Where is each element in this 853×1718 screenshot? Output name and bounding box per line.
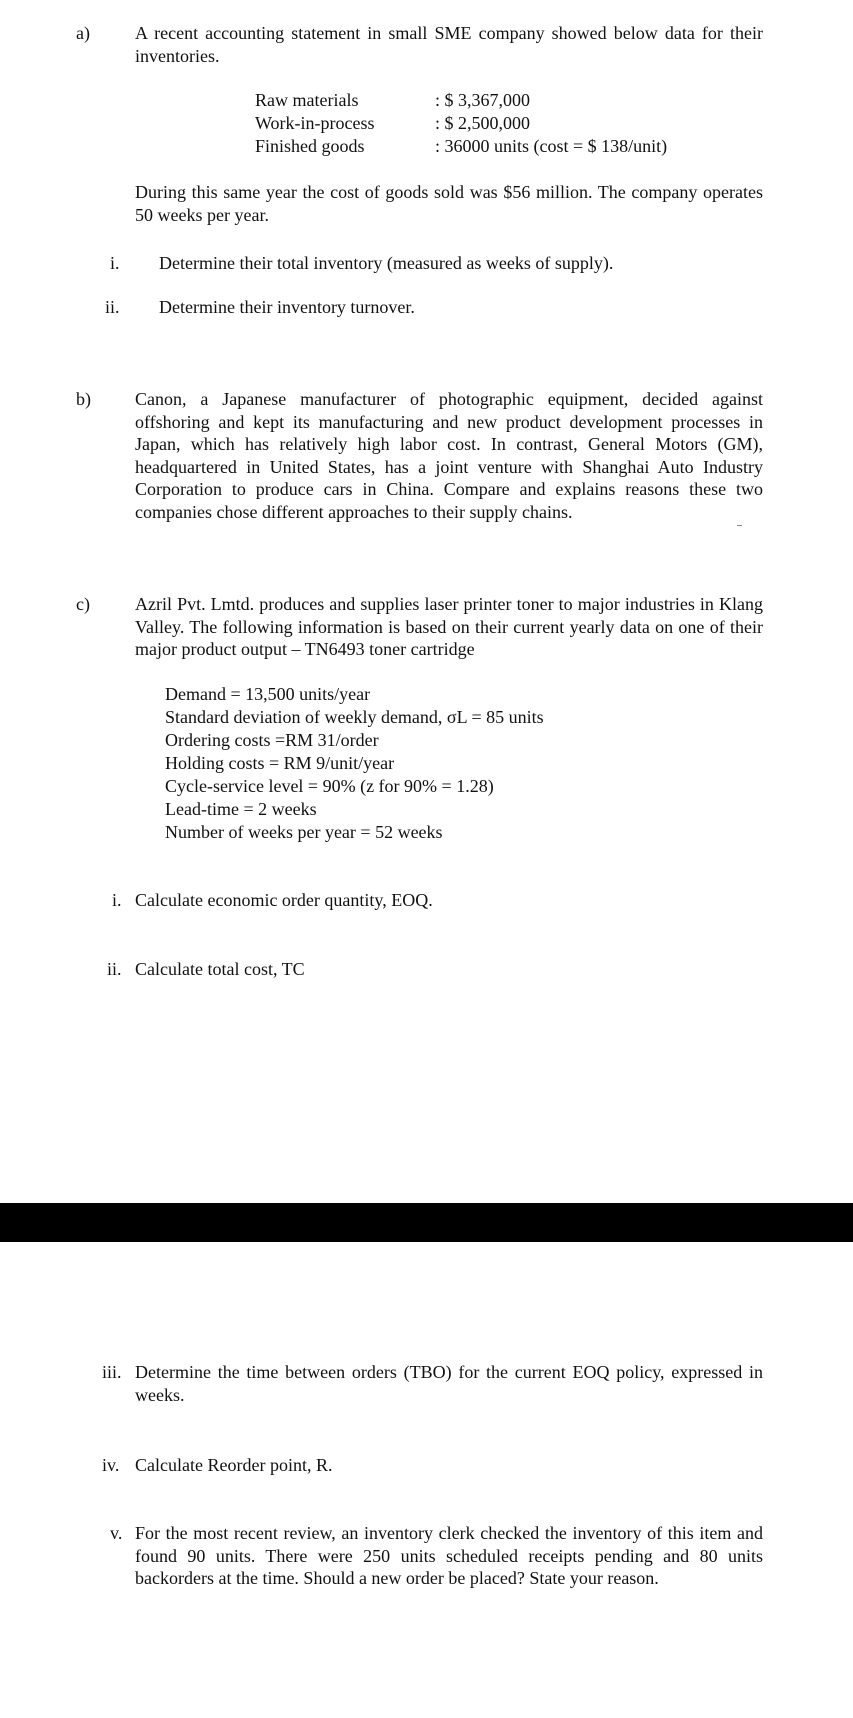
question-text: Determine their inventory turnover. xyxy=(159,297,415,317)
question-text: Determine their total inventory (measured as weeks of supply). xyxy=(159,253,614,273)
question-number: iv. xyxy=(102,1455,120,1475)
data-line: Demand = 13,500 units/year xyxy=(165,684,371,704)
inventory-item-value: : $ 2,500,000 xyxy=(435,113,531,133)
part-b-label: b) xyxy=(76,389,91,409)
question-number: ii. xyxy=(105,297,120,317)
inventory-item-value: : $ 3,367,000 xyxy=(435,90,531,110)
inventory-item-name: Work-in-process xyxy=(255,113,375,133)
part-c-intro: Azril Pvt. Lmtd. produces and supplies laser printer toner to major industries in Klang Valley. The following information is based on their current yearly data on one of their major product output – TN6493 toner cartridge xyxy=(135,594,763,659)
question-number: iii. xyxy=(102,1362,122,1382)
part-a-label: a) xyxy=(76,23,90,43)
data-line: Number of weeks per year = 52 weeks xyxy=(165,822,443,842)
question-text: Determine the time between orders (TBO) for the current EOQ policy, expressed in weeks. xyxy=(135,1362,763,1405)
black-bar xyxy=(0,1203,853,1242)
question-text: Calculate economic order quantity, EOQ. xyxy=(135,890,433,910)
question-text: Calculate total cost, TC xyxy=(135,959,305,979)
question-number: i. xyxy=(112,890,122,910)
inventory-item-value: : 36000 units (cost = $ 138/unit) xyxy=(435,136,668,156)
question-text: Calculate Reorder point, R. xyxy=(135,1455,333,1475)
question-number: ii. xyxy=(107,959,122,979)
stray-mark xyxy=(737,525,742,526)
data-line: Cycle-service level = 90% (z for 90% = 1.28) xyxy=(165,776,494,796)
data-line: Holding costs = RM 9/unit/year xyxy=(165,753,395,773)
data-line: Lead-time = 2 weeks xyxy=(165,799,317,819)
question-number: v. xyxy=(110,1523,123,1543)
inventory-item-name: Raw materials xyxy=(255,90,359,110)
data-line: Standard deviation of weekly demand, σL = 85 units xyxy=(165,707,544,727)
inventory-item-name: Finished goods xyxy=(255,136,365,156)
question-number: i. xyxy=(110,253,120,273)
question-text: For the most recent review, an inventory clerk checked the inventory of this item and found 90 units. There were 250 units scheduled receipts pending and 80 units backorders at the time. Should a new order be placed? State your reason. xyxy=(135,1523,763,1588)
part-a-text: During this same year the cost of goods sold was $56 million. The company operates 50 weeks per year. xyxy=(135,182,763,225)
part-b-text: Canon, a Japanese manufacturer of photographic equipment, decided against offshoring and kept its manufacturing and new product development processes in Japan, which has relatively high labor cost. In contrast, General Motors (GM), headquartered in United States, has a joint venture with Shanghai Auto Industry Corporation to produce cars in China. Compare and explains reasons these two companies chose different approaches to their supply chains. xyxy=(135,389,763,522)
part-a-intro: A recent accounting statement in small SME company showed below data for their inventories. xyxy=(135,23,763,66)
part-c-label: c) xyxy=(76,594,90,614)
data-line: Ordering costs =RM 31/order xyxy=(165,730,379,750)
